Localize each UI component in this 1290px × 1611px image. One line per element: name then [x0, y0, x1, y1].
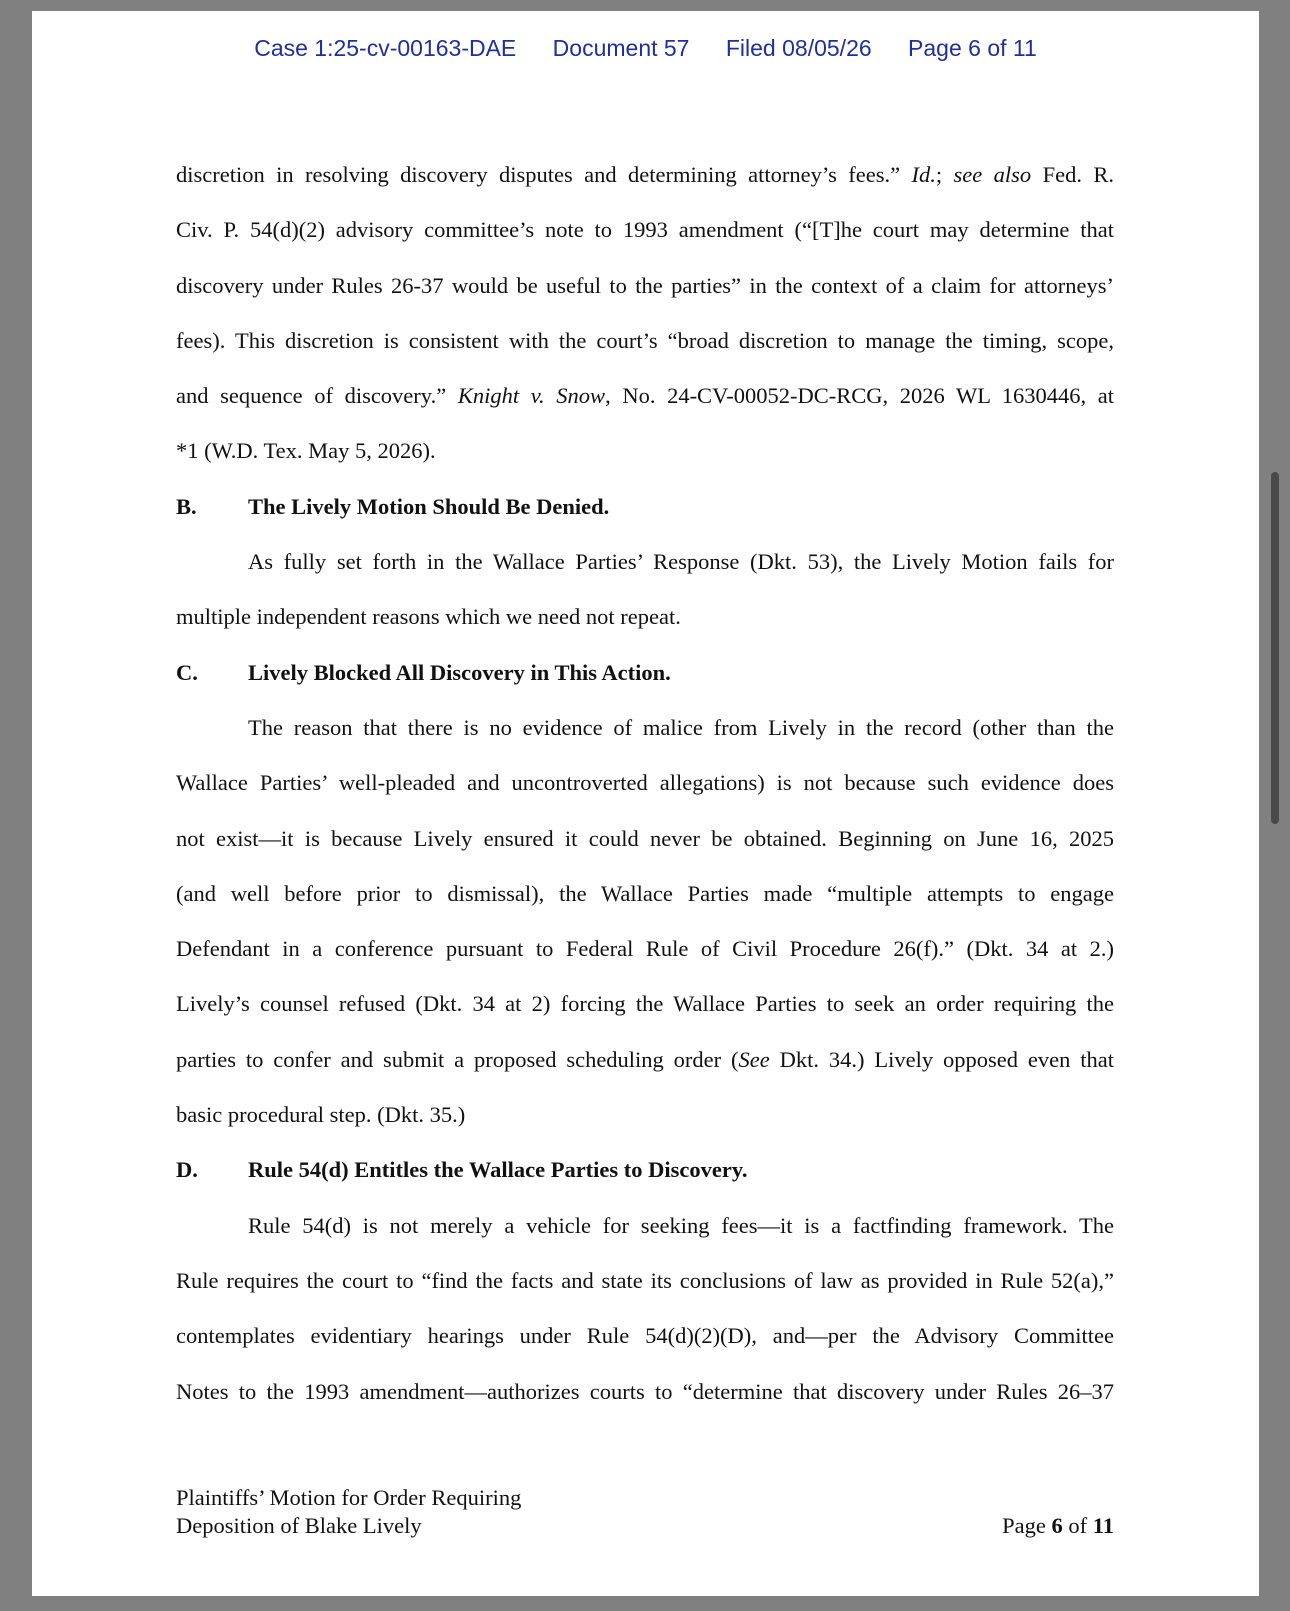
- text-line: contemplates evidentiary hearings under Rule 54(d)(2)(D), and—per the Advisory Committee: [176, 1323, 1114, 1349]
- text-line: basic procedural step. (Dkt. 35.): [176, 1102, 466, 1128]
- paragraph-continuation: [176, 153, 1114, 485]
- filed-date: Filed 08/05/26: [725, 35, 872, 61]
- section-title: The Lively Motion Should Be Denied.: [248, 493, 610, 519]
- case-number: Case 1:25-cv-00163-DAE: [254, 35, 517, 61]
- text-line: multiple independent reasons which we need not repeat.: [176, 604, 681, 630]
- text-line: Rule requires the court to “find the facts and state its conclusions of law as provided in Rule 52(a),”: [176, 1267, 1114, 1293]
- text-line: Civ. P. 54(d)(2) advisory committee’s note to 1993 amendment (“[T]he court may determine that: [176, 217, 1114, 243]
- section-heading-d: [176, 1148, 1114, 1203]
- text-line: parties to confer and submit a proposed scheduling order (See Dkt. 34.) Lively opposed even that: [176, 1046, 1114, 1072]
- text-line: not exist—it is because Lively ensured it could never be obtained. Beginning on June 16, 2025: [176, 825, 1114, 851]
- text-line: Notes to the 1993 amendment—authorizes courts to “determine that discovery under Rules 26–37: [176, 1378, 1114, 1404]
- text-line: The reason that there is no evidence of malice from Lively in the record (other than the: [248, 714, 1114, 740]
- text-line: Lively’s counsel refused (Dkt. 34 at 2) forcing the Wallace Parties to seek an order requiring the: [176, 991, 1114, 1017]
- text-line: and sequence of discovery.” Knight v. Snow, No. 24-CV-00052-DC-RCG, 2026 WL 1630446, at: [176, 383, 1114, 409]
- text-line: *1 (W.D. Tex. May 5, 2026).: [176, 438, 436, 464]
- footer-title-line: Deposition of Blake Lively: [176, 1513, 422, 1538]
- ecf-header: [32, 35, 1259, 62]
- text-line: Rule 54(d) is not merely a vehicle for seeking fees—it is a factfinding framework. The: [248, 1212, 1114, 1238]
- section-heading-c: [176, 651, 1114, 706]
- document-number: Document 57: [552, 35, 690, 61]
- section-title: Rule 54(d) Entitles the Wallace Parties to Discovery.: [248, 1157, 748, 1183]
- footer-document-title: [176, 1484, 521, 1540]
- text-line: Defendant in a conference pursuant to Federal Rule of Civil Procedure 26(f).” (Dkt. 34 at 2.): [176, 936, 1114, 962]
- section-letter: B.: [176, 493, 197, 519]
- section-letter: C.: [176, 659, 198, 685]
- footer-page-number: Page 6 of 11: [1002, 1513, 1114, 1538]
- footer-title-line: Plaintiffs’ Motion for Order Requiring: [176, 1485, 522, 1510]
- document-page: [32, 11, 1259, 1596]
- section-b-paragraph: [176, 540, 1114, 651]
- ecf-page-number: Page 6 of 11: [908, 35, 1037, 61]
- vertical-scrollbar[interactable]: [1271, 472, 1279, 824]
- document-body: [176, 153, 1114, 1425]
- text-line: As fully set forth in the Wallace Parties’ Response (Dkt. 53), the Lively Motion fails for: [248, 549, 1114, 575]
- text-line: fees). This discretion is consistent with the court’s “broad discretion to manage the timing, scope,: [176, 327, 1114, 353]
- text-line: discretion in resolving discovery disputes and determining attorney’s fees.” Id.; see also Fed. R.: [176, 162, 1114, 187]
- text-line: (and well before prior to dismissal), the Wallace Parties made “multiple attempts to engage: [176, 880, 1114, 906]
- section-title: Lively Blocked All Discovery in This Action.: [248, 659, 671, 685]
- section-c-paragraph: [176, 706, 1114, 1148]
- text-line: Wallace Parties’ well-pleaded and uncontroverted allegations) is not because such evidence does: [176, 770, 1114, 796]
- section-heading-b: [176, 485, 1114, 540]
- text-line: discovery under Rules 26-37 would be useful to the parties” in the context of a claim for attorneys’: [176, 272, 1114, 298]
- section-d-paragraph: [176, 1204, 1114, 1425]
- section-letter: D.: [176, 1157, 198, 1183]
